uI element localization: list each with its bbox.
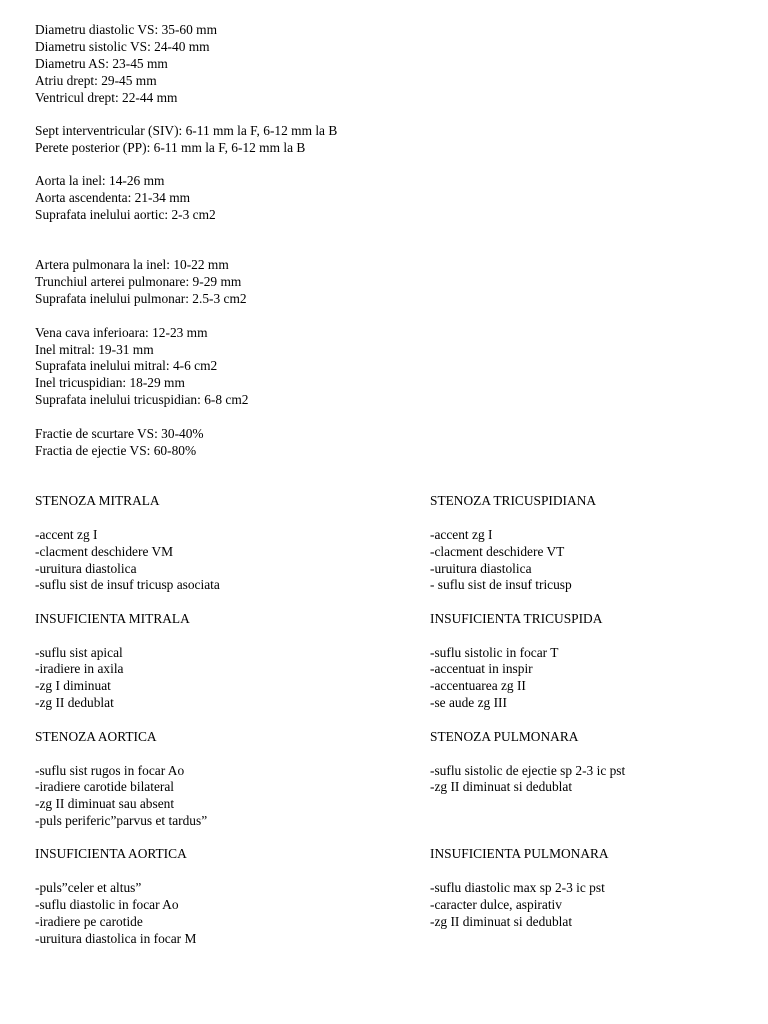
list-item: -iradiere in axila — [35, 661, 124, 676]
ref-line: Suprafata inelului tricuspidian: 6-8 cm2 — [35, 392, 249, 407]
ref-line: Fractie de scurtare VS: 30-40% — [35, 426, 204, 441]
ref-line: Vena cava inferioara: 12-23 mm — [35, 325, 208, 340]
ref-line: Suprafata inelului mitral: 4-6 cm2 — [35, 358, 218, 373]
ref-line: Inel mitral: 19-31 mm — [35, 342, 154, 357]
ref-line: Suprafata inelului aortic: 2-3 cm2 — [35, 207, 216, 222]
list-item: -suflu sist rugos in focar Ao — [35, 763, 185, 778]
list-item: -accent zg I — [35, 527, 98, 542]
section-heading: INSUFICIENTA AORTICA — [35, 846, 187, 861]
ref-line: Sept interventricular (SIV): 6-11 mm la F, 6-12 mm la B — [35, 123, 338, 138]
ref-line: Suprafata inelului pulmonar: 2.5-3 cm2 — [35, 291, 247, 306]
list-item: -suflu sist de insuf tricusp asociata — [35, 577, 220, 592]
section-heading: INSUFICIENTA MITRALA — [35, 611, 190, 626]
section-heading: INSUFICIENTA TRICUSPIDA — [430, 611, 603, 626]
list-item: -suflu sistolic in focar T — [430, 645, 559, 660]
list-item: -suflu sist apical — [35, 645, 123, 660]
list-item: -zg II diminuat si dedublat — [430, 779, 573, 794]
list-item: -suflu diastolic in focar Ao — [35, 897, 179, 912]
list-item: -clacment deschidere VM — [35, 544, 174, 559]
ref-line: Diametru diastolic VS: 35-60 mm — [35, 22, 217, 37]
list-item: -suflu diastolic max sp 2-3 ic pst — [430, 880, 605, 895]
list-item: -puls”celer et altus” — [35, 880, 142, 895]
list-item: -caracter dulce, aspirativ — [430, 897, 562, 912]
ref-line: Diametru AS: 23-45 mm — [35, 56, 168, 71]
list-item: -zg II diminuat sau absent — [35, 796, 175, 811]
ref-line: Perete posterior (PP): 6-11 mm la F, 6-12 mm la B — [35, 140, 306, 155]
ref-line: Diametru sistolic VS: 24-40 mm — [35, 39, 210, 54]
ref-line: Atriu drept: 29-45 mm — [35, 73, 157, 88]
list-item: -uruitura diastolica — [430, 561, 532, 576]
list-item: -zg II dedublat — [35, 695, 114, 710]
section-heading: STENOZA PULMONARA — [430, 729, 579, 744]
list-item: -accentuarea zg II — [430, 678, 526, 693]
list-item: -puls periferic”parvus et tardus” — [35, 813, 208, 828]
ref-line: Ventricul drept: 22-44 mm — [35, 90, 178, 105]
ref-line: Trunchiul arterei pulmonare: 9-29 mm — [35, 274, 242, 289]
list-item: -zg II diminuat si dedublat — [430, 914, 573, 929]
list-item: -uruitura diastolica in focar M — [35, 931, 197, 946]
list-item: -iradiere carotide bilateral — [35, 779, 175, 794]
section-heading: STENOZA AORTICA — [35, 729, 157, 744]
list-item: -clacment deschidere VT — [430, 544, 565, 559]
list-item: -se aude zg III — [430, 695, 507, 710]
list-item: -suflu sistolic de ejectie sp 2-3 ic pst — [430, 763, 626, 778]
ref-line: Inel tricuspidian: 18-29 mm — [35, 375, 185, 390]
section-heading: STENOZA TRICUSPIDIANA — [430, 493, 597, 508]
ref-line: Artera pulmonara la inel: 10-22 mm — [35, 257, 229, 272]
list-item: -zg I diminuat — [35, 678, 111, 693]
list-item: -iradiere pe carotide — [35, 914, 143, 929]
ref-line: Aorta la inel: 14-26 mm — [35, 173, 165, 188]
list-item: -accent zg I — [430, 527, 493, 542]
list-item: -uruitura diastolica — [35, 561, 137, 576]
section-heading: INSUFICIENTA PULMONARA — [430, 846, 609, 861]
list-item: - suflu sist de insuf tricusp — [430, 577, 572, 592]
ref-line: Aorta ascendenta: 21-34 mm — [35, 190, 191, 205]
list-item: -accentuat in inspir — [430, 661, 533, 676]
section-heading: STENOZA MITRALA — [35, 493, 160, 508]
ref-line: Fractia de ejectie VS: 60-80% — [35, 443, 197, 458]
